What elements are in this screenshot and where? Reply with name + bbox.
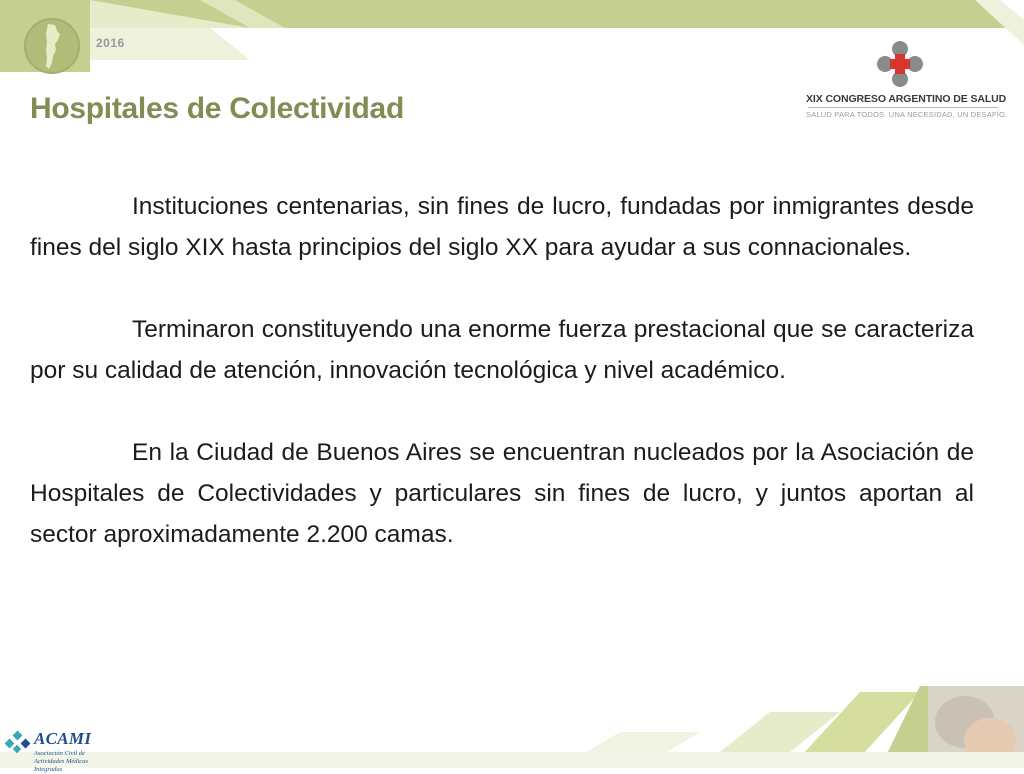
congress-cross-icon: [876, 40, 924, 88]
congress-logo: [806, 40, 1008, 120]
acami-logo: [4, 726, 108, 773]
paragraph-3: En la Ciudad de Buenos Aires se encuentran nucleados por la Asociación de Hospitales de Colectividades y particulares sin fines de lucro, y juntos aportan al sector aproximadamente 2.200 camas.: [30, 439, 974, 548]
congress-tagline: SALUD PARA TODOS. UNA NECESIDAD, UN DESAFÍO.: [806, 110, 1008, 119]
argentina-map-icon: [22, 16, 82, 76]
acami-subtitle: Asociación Civil de Actividades Médicas Integradas: [34, 750, 88, 773]
paragraph-2: Terminaron constituyendo una enorme fuerza prestacional que se caracteriza por su calidad de atención, innovación tecnológica y nivel académico.: [30, 316, 974, 384]
year-label: 2016: [96, 36, 125, 50]
congress-divider: [808, 107, 998, 108]
paragraph-1: Instituciones centenarias, sin fines de lucro, fundadas por inmigrantes desde fines del siglo XIX hasta principios del siglo XX para ayudar a sus connacionales.: [30, 193, 974, 261]
slide-title: Hospitales de Colectividad: [30, 92, 404, 125]
footer-decorative-band: [0, 672, 1024, 768]
slide-body: [30, 186, 974, 555]
acami-name: ACAMI: [34, 729, 92, 748]
congress-name: XIX CONGRESO ARGENTINO DE SALUD: [806, 93, 1007, 105]
